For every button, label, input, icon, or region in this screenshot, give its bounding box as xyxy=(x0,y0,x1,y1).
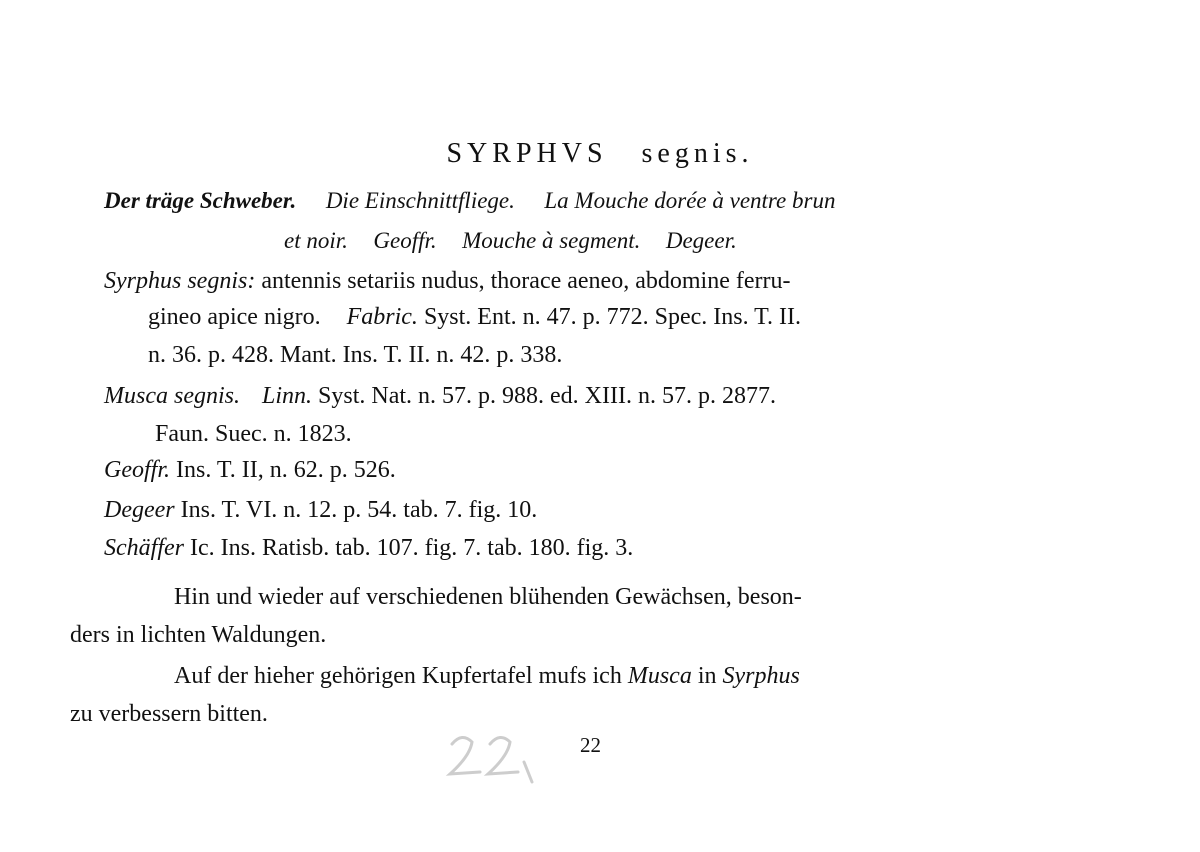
synonym-line-7 xyxy=(104,495,537,525)
synonym-author: Syrphus segnis: xyxy=(104,268,256,294)
synonym-text: antennis setariis nudus, thorace aeneo, abdomine ferru- xyxy=(261,268,791,294)
synonym-text: Syst. Nat. n. 57. p. 988. ed. XIII. n. 57. p. 2877. xyxy=(318,383,776,409)
synonym-line-3 xyxy=(148,340,562,370)
german-name-1: Der träge Schweber. xyxy=(104,188,297,213)
synonym-author: Schäffer xyxy=(104,535,184,561)
synonym-author: Geoffr. xyxy=(104,457,170,483)
french-name-end: et noir. xyxy=(284,228,348,253)
synonym-author: Degeer xyxy=(104,497,175,523)
synonym-text: Ins. T. VI. n. 12. p. 54. tab. 7. fig. 10. xyxy=(180,497,538,523)
synonym-text: Ins. T. II, n. 62. p. 526. xyxy=(176,457,396,483)
synonym-line-5 xyxy=(155,419,352,449)
reference-geoffr: Geoffr. xyxy=(373,228,437,253)
synonym-line-8 xyxy=(104,533,633,563)
note-genus-syrphus: Syrphus xyxy=(722,663,800,689)
synonym-text: gineo apice nigro. xyxy=(148,304,321,330)
common-names-line-2 xyxy=(284,226,737,256)
common-names-line-1 xyxy=(104,186,835,216)
french-name: La Mouche dorée à ventre brun xyxy=(544,188,836,213)
synonym-line-2 xyxy=(148,302,801,332)
genus-name: SYRPHVS xyxy=(446,138,608,169)
habitat-line-1: Hin und wieder auf verschiedenen blühenden Gewächsen, beson- xyxy=(174,584,802,610)
synonym-text: Syst. Ent. n. 47. p. 772. Spec. Ins. T. II. xyxy=(423,304,802,330)
synonym-text: Ic. Ins. Ratisb. tab. 107. fig. 7. tab. 180. fig. 3. xyxy=(189,535,634,561)
synonym-author: Linn. xyxy=(261,383,312,409)
synonym-line-6 xyxy=(104,455,396,485)
synonym-line-1 xyxy=(104,266,790,296)
species-name: segnis. xyxy=(641,138,754,169)
note-text: in xyxy=(697,663,717,689)
french-name-2: Mouche à segment. xyxy=(462,228,641,253)
note-genus-musca: Musca xyxy=(627,663,692,689)
note-line-2: zu verbessern bitten. xyxy=(70,701,268,727)
synonym-author: Musca segnis. xyxy=(104,383,240,409)
german-name-2: Die Einschnittfliege. xyxy=(325,188,515,213)
synonym-text: Faun. Suec. n. 1823. xyxy=(155,421,352,447)
synonym-author: Fabric. xyxy=(346,304,418,330)
note-text: Auf der hieher gehörigen Kupfertafel mufs ich xyxy=(174,663,622,689)
synonym-text: n. 36. p. 428. Mant. Ins. T. II. n. 42. p. 338. xyxy=(148,342,563,368)
page-title xyxy=(0,138,1200,170)
handwritten-pencil-mark xyxy=(440,722,550,802)
note-line-1 xyxy=(174,661,800,691)
reference-degeer: Degeer. xyxy=(665,228,737,253)
page-number: 22 xyxy=(580,733,601,757)
synonym-line-4 xyxy=(104,381,776,411)
habitat-line-2: ders in lichten Waldungen. xyxy=(70,622,327,648)
